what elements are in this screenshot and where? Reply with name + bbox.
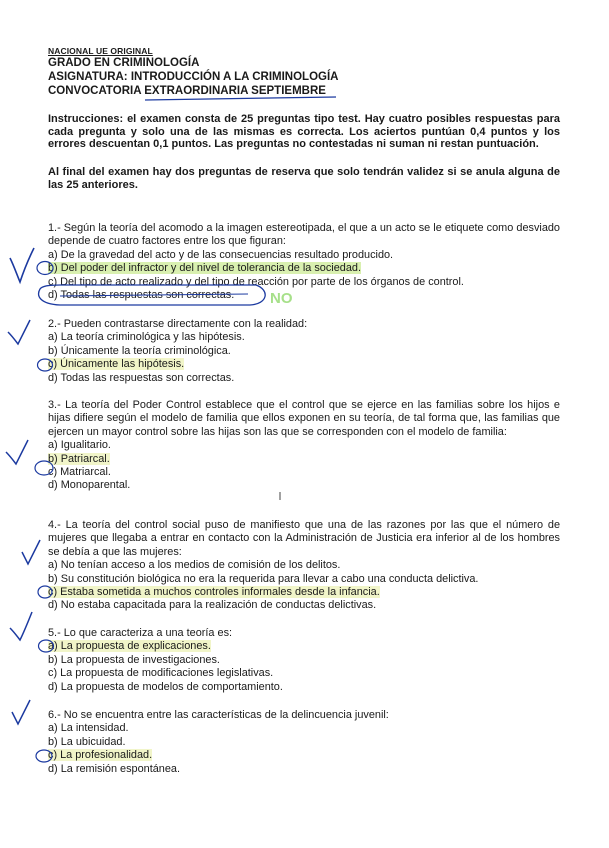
answer-option[interactable]: c) Del tipo de acto realizado y del tipo de reacción por parte de los órganos de control.	[48, 275, 464, 288]
session-name: EXTRAORDINARIA SEPTIEMBRE	[144, 85, 326, 97]
session-label: CONVOCATORIA	[48, 85, 145, 97]
answer-option[interactable]: c) La propuesta de modificaciones legislativas.	[48, 667, 274, 680]
reserve-note: Al final del examen hay dos preguntas de reserva que solo tendrán validez si se anula alguna de las 25 anteriores.	[48, 166, 560, 191]
instructions-paragraph: Instrucciones: el examen consta de 25 preguntas tipo test. Hay cuatro posibles respuestas para cada pregunta y solo una de las mismas es correcta. Los aciertos puntúan 0,4 puntos y los errores descuentan 0,1 puntos. Las preguntas no contestadas ni suman ni restan puntuación.	[48, 113, 560, 151]
highlighted-answer: c) La profesionalidad.	[48, 749, 153, 762]
question-stem: 3.- La teoría del Poder Control establece que el control que se ejerce en las familias sobre los hijos e hijas difiere según el modelo de familia que ellos exponen en su teoría, de tal forma que, las familias que ejercen un mayor control sobre las hijas son las que se corresponden con el modelo de familia:	[48, 399, 560, 438]
answer-option[interactable]: a) Igualitario.	[48, 439, 111, 452]
answer-option[interactable]: c) Matriarcal.	[48, 466, 111, 479]
handwritten-no: NO	[270, 290, 293, 307]
answer-option[interactable]: a) La intensidad.	[48, 722, 129, 735]
answer-option[interactable]: d) Monoparental.	[48, 479, 131, 492]
check-icon	[12, 700, 30, 724]
highlighted-answer: b) Del poder del infractor y del nivel de tolerancia de la sociedad.	[48, 262, 361, 275]
question-stem: 2.- Pueden contrastarse directamente con la realidad:	[48, 318, 308, 330]
answer-option[interactable]: a) La teoría criminológica y las hipótesis.	[48, 331, 245, 344]
question-stem: 4.- La teoría del control social puso de manifiesto que una de las razones por las que el número de mujeres que llegaba a entrar en contacto con la Administración de Justicia era inferior al de los hombres se debía a que las mujeres:	[48, 519, 560, 558]
answer-option-selected[interactable]	[48, 358, 560, 371]
answer-option[interactable]: b) Únicamente la teoría criminológica.	[48, 344, 231, 357]
question-stem: 5.- Lo que caracteriza a una teoría es:	[48, 627, 233, 639]
answer-option[interactable]: b) La propuesta de investigaciones.	[48, 653, 220, 666]
session-title	[48, 85, 326, 97]
answer-option-selected[interactable]	[48, 749, 560, 762]
check-icon	[22, 540, 40, 564]
question-stem: 1.- Según la teoría del acomodo a la imagen estereotipada, el que a un acto se le etiquete como desviado depende de cuatro factores entre los que figuran:	[48, 222, 560, 248]
underline-mark	[145, 97, 336, 100]
check-icon	[10, 248, 34, 282]
answer-option[interactable]: b) Su constitución biológica no era la requerida para llevar a cabo una conducta delictiva.	[48, 572, 479, 585]
answer-option[interactable]: d) Todas las respuestas son correctas.	[48, 289, 235, 302]
highlighted-answer: c) Únicamente las hipótesis.	[48, 358, 185, 371]
answer-option-selected[interactable]	[48, 586, 560, 599]
answer-option-selected[interactable]	[48, 262, 560, 275]
highlighted-answer: a) La propuesta de explicaciones.	[48, 640, 211, 653]
question-5	[48, 627, 560, 694]
question-6	[48, 709, 560, 776]
question-2	[48, 318, 560, 385]
subject-title: ASIGNATURA: INTRODUCCIÓN A LA CRIMINOLOGÍA	[48, 71, 339, 83]
question-3	[48, 399, 560, 493]
question-1	[48, 222, 560, 302]
highlighted-answer: b) Patriarcal.	[48, 452, 110, 465]
answer-option[interactable]: b) La ubicuidad.	[48, 735, 126, 748]
check-icon	[8, 320, 30, 344]
answer-option-selected[interactable]	[48, 453, 560, 466]
answer-option[interactable]: d) La remisión espontánea.	[48, 762, 180, 775]
answer-option[interactable]: d) Todas las respuestas son correctas.	[48, 371, 235, 384]
check-icon	[10, 612, 32, 640]
answer-option[interactable]: d) La propuesta de modelos de comportamiento.	[48, 680, 283, 693]
answer-option[interactable]: a) No tenían acceso a los medios de comisión de los delitos.	[48, 559, 341, 572]
question-4	[48, 519, 560, 613]
answer-option-selected[interactable]	[48, 640, 560, 653]
answer-option[interactable]: a) De la gravedad del acto y de las consecuencias resultado producido.	[48, 248, 394, 261]
check-icon	[6, 440, 28, 464]
degree-title: GRADO EN CRIMINOLOGÍA	[48, 57, 200, 69]
question-stem: 6.- No se encuentra entre las características de la delincuencia juvenil:	[48, 709, 389, 721]
answer-option[interactable]: d) No estaba capacitada para la realización de conductas delictivas.	[48, 599, 377, 612]
original-stamp: NACIONAL UE ORIGINAL	[48, 46, 153, 56]
highlighted-answer: c) Estaba sometida a muchos controles informales desde la infancia.	[48, 586, 380, 599]
